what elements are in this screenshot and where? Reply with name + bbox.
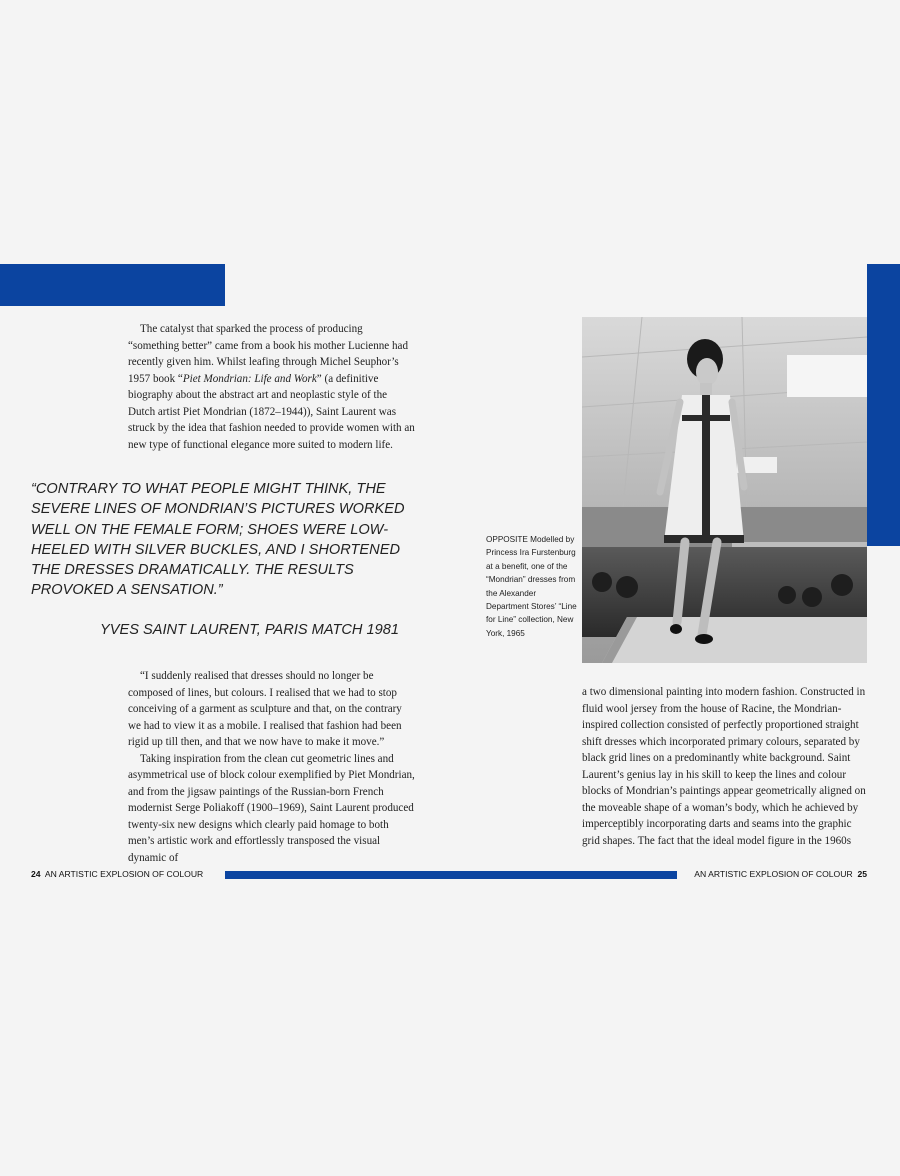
intro-text-end: ” (a definitive biography about the abstract art and neoplastic style of the Dutch artist Piet Mondrian (1872–1944)), Saint Laurent was struck by the idea that fashion needed to provide women with an new type of functional elegance more suited to modern life. (128, 372, 415, 451)
page-number-right: 25 (857, 869, 867, 879)
intro-paragraph (128, 321, 416, 453)
intro-text-start: The catalyst that sparked the process of producing “something better” came from a book his mother Lucienne had recently given him. Whilst leafing through Michel Seuphor’s 1957 book “ (128, 323, 409, 385)
right-column-text (582, 684, 866, 849)
left-column-lower (128, 668, 416, 866)
paragraph-quote: “I suddenly realised that dresses should no longer be composed of lines, but colours. I realised that we had to stop conceiving of a garment as sculpture and that, on the contrary we had to view it as a mobile. I realised that fashion had been rigid up till then, and that we now have to make it move.” (128, 670, 402, 748)
caption-label: OPPOSITE (486, 535, 528, 544)
book-title: Piet Mondrian: Life and Work (182, 372, 317, 385)
paragraph-continued: a two dimensional painting into modern fashion. Constructed in fluid wool jersey from the house of Racine, the Mondrian-inspired collection consisted of perfectly proportioned straight shift dresses which incorporated primary colours, separated by black grid lines on a predominantly white background. Saint Laurent’s genius lay in his skill to keep the lines and colour blocks of Mondrian’s paintings appear geometrically aligned on the moveable shape of a woman’s body, which he achieved by imperceptibly incorporating darts and seams into the graphic grid shapes. The fact that the ideal model figure in the 1960s (582, 686, 866, 847)
footer-right (694, 868, 867, 880)
caption-text: Modelled by Princess Ira Furstenburg at a benefit, one of the “Mondrian” dresses from the Alexander Department Stores’ “Line for Line” collection, New York, 1965 (486, 535, 577, 638)
footer-left (31, 868, 203, 880)
paragraph-inspiration: Taking inspiration from the clean cut geometric lines and asymmetrical use of block colour exemplified by Piet Mondrian, and from the jigsaw paintings of the Russian-born French modernist Serge Poliakoff (1900–1969), Saint Laurent produced twenty-six new designs which clearly paid homage to both men’s artistic work and effortlessly transposed the visual dynamic of (128, 752, 415, 864)
running-head-right: AN ARTISTIC EXPLOSION OF COLOUR (694, 869, 853, 879)
blue-accent-bar-left (0, 264, 225, 306)
runway-photo (582, 317, 867, 663)
pull-quote: “CONTRARY TO WHAT PEOPLE MIGHT THINK, THE SEVERE LINES OF MONDRIAN’S PICTURES WORKED WELL ON THE FEMALE FORM; SHOES WERE LOW-HEELED WITH SILVER BUCKLES, AND I SHORTENED THE DRESSES DRAMATICALLY. THE RESULTS PROVOKED A SENSATION.” (31, 481, 405, 599)
page-number-left: 24 (31, 869, 41, 879)
photo-caption (486, 533, 578, 640)
quote-attribution: YVES SAINT LAURENT, PARIS MATCH 1981 (100, 622, 399, 638)
blue-accent-bar-right (867, 264, 900, 546)
running-head-left: AN ARTISTIC EXPLOSION OF COLOUR (44, 869, 204, 879)
footer-blue-rule (225, 871, 677, 879)
